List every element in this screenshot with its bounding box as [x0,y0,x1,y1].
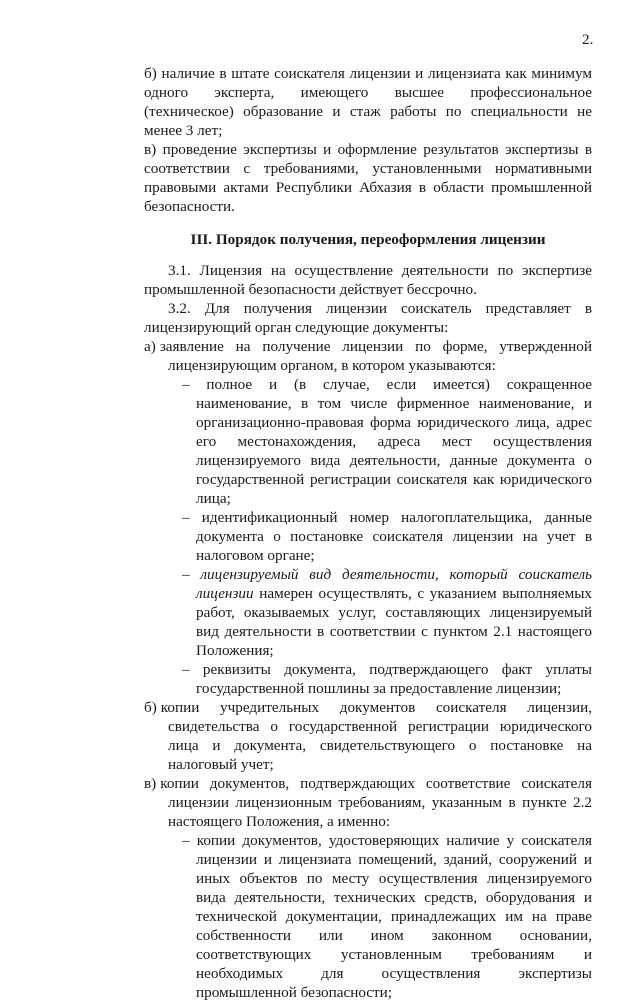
intro-item-v: в) проведение экспертизы и оформление результатов экспертизы в соответствии с требованиями, установленными нормативными правовыми актами Республики Абхазия в области промышленной безопасности. [144,141,592,215]
list-item-v [144,774,592,1002]
list-item-b-body: копии учредительных документов соискателя лицензии, свидетельства о государственной регистрации юридического лица и документа, свидетельствующего о постановке на налоговый учет; [160,699,592,773]
dash-italic-rest: намерен осуществлять, с указанием выполняемых работ, оказываемых услуг, составляющих лицензируемый вид деятельности в соответствии с пунктом 2.1 настоящего Положения; [196,585,592,659]
list-item-v-body: копии документов, подтверждающих соответствие соискателя лицензии лицензионным требованиям, указанным в пункте 2.2 настоящего Положения, а именно: [160,775,592,830]
list-item-b-text [144,698,592,774]
intro-item-b: б) наличие в штате соискателя лицензии и лицензиата как минимум одного эксперта, имеющего высшее профессиональное (техническое) образование и стаж работы по специальности не менее 3 лет; [144,65,592,139]
document-body [144,64,592,1002]
page-number: 2. [582,31,594,48]
list-item-b [144,698,592,774]
list-item-b-label: б) [144,699,157,716]
paragraph-3-1: 3.1. Лицензия на осуществление деятельности по экспертизе промышленной безопасности действует бессрочно. [144,262,592,298]
dash-item: – реквизиты документа, подтверждающего факт уплаты государственной пошлины за предоставление лицензии; [182,661,592,697]
dash-item: – полное и (в случае, если имеется) сокращенное наименование, в том числе фирменное наименование, и организационно-правовая форма юридического лица, адрес его местонахождения, адреса мест осуществления лицензируемого вида деятельности, данные документа о государственной регистрации соискателя как юридического лица; [182,376,592,507]
dash-item: – идентификационный номер налогоплательщика, данные документа о постановке соискателя лицензии на учет в налоговом органе; [182,509,592,564]
dash-item: – копии документов, удостоверяющих наличие у соискателя лицензии и лицензиата помещений, зданий, сооружений и иных объектов по месту осуществления лицензируемого вида деятельности, технических средств, оборудования и технической документации, принадлежащих им на праве собственности или ином законном основании, соответствующих установленным требованиям и необходимых для осуществления экспертизы промышленной безопасности; [182,832,592,1001]
paragraph-3-2: 3.2. Для получения лицензии соискатель представляет в лицензирующий орган следующие документы: [144,300,592,336]
list-item-a-dashes [144,375,592,698]
list-item-v-text [144,774,592,831]
list-item-v-label: в) [144,775,157,792]
list-item-a-label: а) [144,338,156,355]
list-item-a-body: заявление на получение лицензии по форме, утвержденной лицензирующим органом, в котором указываются: [159,338,592,374]
dash-item [182,565,592,660]
list-item-a [144,337,592,698]
list-item-v-dashes [144,831,592,1002]
dash-italic-text: – лицензируемый вид деятельности, который соискатель лицензии [182,566,592,602]
section-title: III. Порядок получения, переоформления лицензии [190,231,546,248]
list-item-a-text [144,337,592,375]
